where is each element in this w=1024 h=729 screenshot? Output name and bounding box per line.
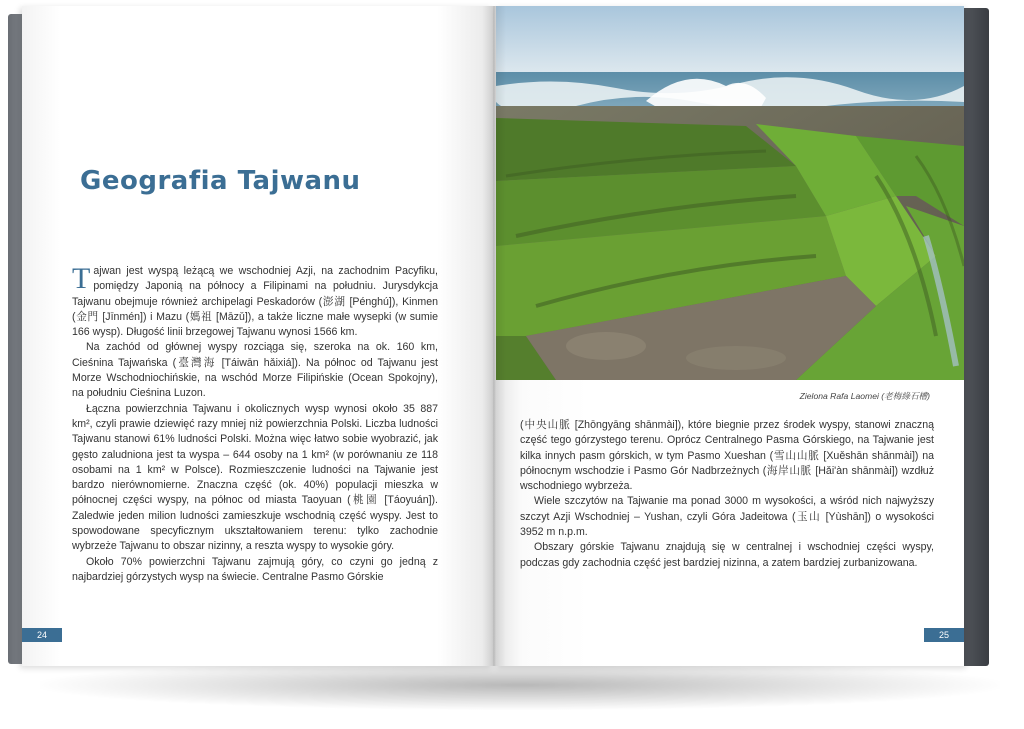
- left-page: [22, 6, 494, 666]
- right-paragraph-2: Wiele szczytów na Tajwanie ma ponad 3000 m wysokości, a wśród nich najwyższy szczyt Azji Wschodniej – Yushan, czyli Góra Jadeitowa (玉山 [Yùshān]) o wysokości 3952 m n.p.m.: [520, 495, 934, 539]
- chapter-title: Geografia Tajwanu: [80, 166, 361, 196]
- page-number-right: 25: [924, 628, 964, 642]
- left-paragraph-1: Tajwan jest wyspą leżącą we wschodniej Azji, na zachodnim Pacyfiku, pomiędzy Japonią na północy a Filipinami na południu. Jurysdykcja Tajwanu obejmuje również archipelagi Peskadorów (澎湖 [Pénghú]), Kinmen (金門 [Jīnmén]) i Mazu (媽祖 [Māzǔ]), a także liczne małe wysepki (w sumie 166 wysp). Długość linii brzegowej Tajwanu wynosi 1566 km.: [72, 262, 438, 339]
- drop-cap: T: [72, 262, 91, 295]
- right-paragraph-1: (中央山脈 [Zhōngyāng shānmài]), które biegnie przez środek wyspy, stanowi znaczną część tego górzystego terenu. Oprócz Centralnego Pasma Górskiego, na Tajwanie jest kilka innych pasm górskich, w tym Pasmo Xueshan (雪山山脈 [Xuěshān shānmài]) na północnym wschodzie i Pasmo Gór Nadbrzeżnych (海岸山脈 [Hǎi'àn shānmài]) wzdłuż wschodniego wybrzeża.: [520, 419, 934, 493]
- left-paragraph-4: Około 70% powierzchni Tajwanu zajmują góry, co czyni go jedną z najbardziej górzystych wysp na świecie. Centralne Pasmo Górskie: [72, 555, 438, 583]
- coastal-rock-photo: [496, 6, 964, 380]
- photo-caption: Zielona Rafa Laomei (老梅綠石槽): [799, 391, 930, 401]
- left-paragraph-2: Na zachód od głównej wyspy rozciąga się, szeroka na ok. 160 km, Cieśnina Tajwańska (臺灣海 [Táiwān hǎixiá]). Na północ od Tajwanu jest Morze Wschodniochińskie, na wschód Morze Filipińskie (Ocean Spokojny), na południu Cieśnina Luzon.: [72, 341, 438, 400]
- book-shadow: [40, 660, 1000, 710]
- right-page: [494, 6, 964, 666]
- book-gutter: [482, 6, 506, 666]
- left-page-text: [72, 264, 438, 585]
- right-page-text: [520, 418, 934, 571]
- right-paragraph-3: Obszary górskie Tajwanu znajdują się w centralnej i wschodniej części wyspy, podczas gdy zachodnia część jest bardziej nizinna, a zatem bardziej zurbanizowana.: [520, 541, 934, 569]
- page-number-left: 24: [22, 628, 62, 642]
- left-paragraph-3: Łączna powierzchnia Tajwanu i okolicznych wysp wynosi około 35 887 km², czyli prawie dziewięć razy mniej niż powierzchnia Polski. Liczba ludności Tajwanu stanowi 61% ludności Polski. Można więc łatwo sobie wyobrazić, jak gęsto zaludniona jest ta wyspa – 644 osoby na 1 km² (w porównaniu ze 118 osobami na 1 km² w Polsce). Rozmieszczenie ludności na Tajwanie jest bardzo nierównomierne. Znaczna część (ok. 40%) populacji mieszka w północnej części wyspy, na północ od miasta Taoyuan (桃園 [Táoyuán]). Zaledwie jeden milion ludności zamieszkuje wschodnią część wyspy. Jest to spowodowane specyficznym ukształtowaniem terenu: tylko zachodnie wybrzeże Tajwanu to obszar nizinny, a reszta wyspy to wysokie góry.: [72, 402, 438, 553]
